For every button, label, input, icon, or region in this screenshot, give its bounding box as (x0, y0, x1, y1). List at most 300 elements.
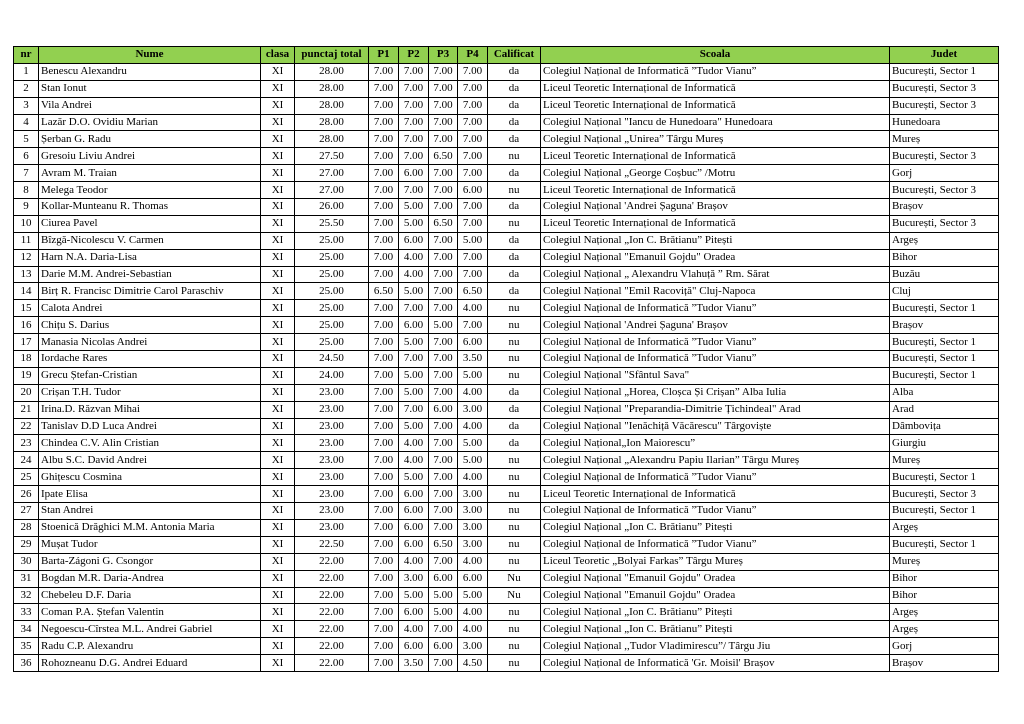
cell-qualified: nu (488, 452, 541, 469)
cell-p1: 7.00 (369, 587, 399, 604)
cell-class: XI (261, 283, 295, 300)
cell-nr: 5 (14, 131, 39, 148)
cell-total-score: 22.00 (295, 621, 369, 638)
cell-p4: 6.50 (458, 283, 488, 300)
cell-qualified: nu (488, 148, 541, 165)
cell-school: Colegiul Național "Iancu de Hunedoara" Hunedoara (541, 114, 890, 131)
cell-county: Buzău (890, 266, 999, 283)
cell-p2: 3.50 (399, 655, 429, 672)
cell-p2: 7.00 (399, 131, 429, 148)
cell-county: București, Sector 3 (890, 148, 999, 165)
cell-p3: 7.00 (429, 266, 458, 283)
cell-school: Liceul Teoretic Internațional de Informatică (541, 182, 890, 199)
cell-class: XI (261, 401, 295, 418)
cell-total-score: 22.00 (295, 570, 369, 587)
cell-p1: 7.00 (369, 401, 399, 418)
table-row (14, 63, 999, 80)
cell-p3: 7.00 (429, 452, 458, 469)
cell-total-score: 23.00 (295, 452, 369, 469)
cell-county: Arad (890, 401, 999, 418)
cell-name: Birț R. Francisc Dimitrie Carol Paraschiv (39, 283, 261, 300)
table-row (14, 384, 999, 401)
cell-nr: 22 (14, 418, 39, 435)
cell-total-score: 27.50 (295, 148, 369, 165)
cell-class: XI (261, 97, 295, 114)
cell-county: București, Sector 3 (890, 486, 999, 503)
cell-county: Gorj (890, 638, 999, 655)
cell-p2: 4.00 (399, 435, 429, 452)
cell-p1: 7.00 (369, 63, 399, 80)
cell-county: București, Sector 1 (890, 351, 999, 368)
cell-p1: 7.00 (369, 519, 399, 536)
cell-class: XI (261, 148, 295, 165)
cell-total-score: 25.00 (295, 334, 369, 351)
cell-qualified: da (488, 249, 541, 266)
cell-p4: 3.00 (458, 401, 488, 418)
cell-school: Colegiul Național „Unirea” Târgu Mureș (541, 131, 890, 148)
table-row (14, 131, 999, 148)
cell-p1: 7.00 (369, 232, 399, 249)
cell-name: Mușat Tudor (39, 536, 261, 553)
cell-total-score: 25.50 (295, 215, 369, 232)
cell-class: XI (261, 215, 295, 232)
cell-county: București, Sector 3 (890, 97, 999, 114)
cell-p3: 7.00 (429, 249, 458, 266)
cell-school: Colegiul Național „Ion C. Brătianu” Pitești (541, 232, 890, 249)
cell-p3: 6.00 (429, 570, 458, 587)
cell-p4: 7.00 (458, 199, 488, 216)
table-row (14, 401, 999, 418)
cell-class: XI (261, 114, 295, 131)
cell-class: XI (261, 469, 295, 486)
header-school: Scoala (541, 47, 890, 64)
cell-total-score: 22.00 (295, 604, 369, 621)
cell-nr: 20 (14, 384, 39, 401)
cell-p2: 7.00 (399, 182, 429, 199)
table-row (14, 300, 999, 317)
cell-p1: 7.00 (369, 80, 399, 97)
table-row (14, 182, 999, 199)
cell-nr: 30 (14, 553, 39, 570)
cell-p1: 7.00 (369, 621, 399, 638)
cell-p4: 7.00 (458, 97, 488, 114)
cell-school: Colegiul Național de Informatică ”Tudor Vianu” (541, 300, 890, 317)
cell-qualified: Nu (488, 587, 541, 604)
cell-p3: 7.00 (429, 182, 458, 199)
cell-class: XI (261, 435, 295, 452)
cell-qualified: nu (488, 621, 541, 638)
cell-p3: 7.00 (429, 351, 458, 368)
cell-county: Brașov (890, 317, 999, 334)
cell-p2: 5.00 (399, 384, 429, 401)
cell-qualified: nu (488, 604, 541, 621)
cell-nr: 27 (14, 503, 39, 520)
cell-p1: 7.00 (369, 503, 399, 520)
cell-p4: 7.00 (458, 249, 488, 266)
table-row (14, 452, 999, 469)
cell-school: Liceul Teoretic Internațional de Informatică (541, 97, 890, 114)
cell-name: Stoenică Drăghici M.M. Antonia Maria (39, 519, 261, 536)
cell-class: XI (261, 503, 295, 520)
table-row (14, 655, 999, 672)
cell-p2: 4.00 (399, 452, 429, 469)
table-row (14, 334, 999, 351)
cell-total-score: 25.00 (295, 317, 369, 334)
cell-nr: 9 (14, 199, 39, 216)
cell-qualified: nu (488, 655, 541, 672)
cell-name: Harn N.A. Daria-Lisa (39, 249, 261, 266)
cell-name: Coman P.A. Ștefan Valentin (39, 604, 261, 621)
cell-p3: 7.00 (429, 621, 458, 638)
cell-class: XI (261, 519, 295, 536)
cell-qualified: da (488, 418, 541, 435)
table-row (14, 367, 999, 384)
header-p4: P4 (458, 47, 488, 64)
cell-name: Vila Andrei (39, 97, 261, 114)
cell-nr: 28 (14, 519, 39, 536)
cell-county: București, Sector 3 (890, 215, 999, 232)
cell-qualified: nu (488, 334, 541, 351)
cell-name: Lazăr D.O. Ovidiu Marian (39, 114, 261, 131)
cell-p1: 7.00 (369, 604, 399, 621)
cell-name: Rohozneanu D.G. Andrei Eduard (39, 655, 261, 672)
cell-p1: 7.00 (369, 384, 399, 401)
cell-qualified: Nu (488, 570, 541, 587)
cell-p3: 7.00 (429, 165, 458, 182)
cell-total-score: 23.00 (295, 469, 369, 486)
cell-nr: 33 (14, 604, 39, 621)
cell-p4: 4.00 (458, 418, 488, 435)
cell-class: XI (261, 199, 295, 216)
table-row (14, 570, 999, 587)
cell-p4: 4.00 (458, 553, 488, 570)
cell-p4: 7.00 (458, 114, 488, 131)
cell-nr: 12 (14, 249, 39, 266)
cell-county: București, Sector 1 (890, 536, 999, 553)
cell-p4: 6.00 (458, 570, 488, 587)
cell-county: București, Sector 1 (890, 334, 999, 351)
cell-p4: 3.50 (458, 351, 488, 368)
cell-p2: 4.00 (399, 249, 429, 266)
cell-total-score: 24.50 (295, 351, 369, 368)
cell-name: Ghițescu Cosmina (39, 469, 261, 486)
cell-p3: 6.50 (429, 536, 458, 553)
cell-class: XI (261, 452, 295, 469)
cell-county: Cluj (890, 283, 999, 300)
table-header (14, 47, 999, 64)
cell-class: XI (261, 300, 295, 317)
cell-school: Colegiul Național „Ion C. Brătianu” Pitești (541, 621, 890, 638)
table-row (14, 215, 999, 232)
cell-p4: 7.00 (458, 266, 488, 283)
table-row (14, 317, 999, 334)
table-row (14, 587, 999, 604)
cell-p2: 6.00 (399, 604, 429, 621)
cell-p3: 6.00 (429, 638, 458, 655)
cell-total-score: 28.00 (295, 63, 369, 80)
cell-school: Colegiul Național 'Andrei Șaguna' Brașov (541, 317, 890, 334)
cell-p1: 7.00 (369, 199, 399, 216)
cell-p3: 7.00 (429, 519, 458, 536)
cell-name: Chindea C.V. Alin Cristian (39, 435, 261, 452)
cell-p2: 7.00 (399, 80, 429, 97)
cell-p2: 5.00 (399, 587, 429, 604)
cell-school: Liceul Teoretic „Bolyai Farkas” Târgu Mureș (541, 553, 890, 570)
cell-p3: 7.00 (429, 283, 458, 300)
cell-total-score: 23.00 (295, 384, 369, 401)
cell-class: XI (261, 604, 295, 621)
table-row (14, 351, 999, 368)
cell-school: Colegiul Național de Informatică ”Tudor Vianu” (541, 351, 890, 368)
cell-county: Bihor (890, 570, 999, 587)
cell-p4: 4.00 (458, 604, 488, 621)
cell-school: Colegiul Național de Informatică ”Tudor Vianu” (541, 469, 890, 486)
cell-p4: 5.00 (458, 587, 488, 604)
cell-qualified: nu (488, 486, 541, 503)
table-row (14, 165, 999, 182)
table-row (14, 97, 999, 114)
cell-p1: 7.00 (369, 114, 399, 131)
header-total-score: punctaj total (295, 47, 369, 64)
cell-class: XI (261, 63, 295, 80)
cell-class: XI (261, 570, 295, 587)
cell-school: Liceul Teoretic Internațional de Informatică (541, 148, 890, 165)
cell-p1: 7.00 (369, 148, 399, 165)
cell-p4: 3.00 (458, 638, 488, 655)
cell-qualified: nu (488, 503, 541, 520)
cell-name: Avram M. Traian (39, 165, 261, 182)
cell-total-score: 25.00 (295, 232, 369, 249)
cell-nr: 7 (14, 165, 39, 182)
cell-class: XI (261, 334, 295, 351)
cell-p4: 5.00 (458, 367, 488, 384)
cell-school: Colegiul Național ,,Tudor Vladimirescu”/ Târgu Jiu (541, 638, 890, 655)
cell-school: Liceul Teoretic Internațional de Informatică (541, 80, 890, 97)
cell-name: Manasia Nicolas Andrei (39, 334, 261, 351)
cell-county: Mureș (890, 131, 999, 148)
cell-class: XI (261, 317, 295, 334)
cell-nr: 10 (14, 215, 39, 232)
cell-county: Giurgiu (890, 435, 999, 452)
cell-nr: 19 (14, 367, 39, 384)
cell-p4: 7.00 (458, 215, 488, 232)
cell-class: XI (261, 638, 295, 655)
cell-p3: 7.00 (429, 131, 458, 148)
cell-p2: 4.00 (399, 621, 429, 638)
cell-county: București, Sector 1 (890, 300, 999, 317)
cell-p3: 5.00 (429, 587, 458, 604)
cell-qualified: nu (488, 351, 541, 368)
header-qualified: Calificat (488, 47, 541, 64)
cell-p3: 6.50 (429, 215, 458, 232)
cell-nr: 13 (14, 266, 39, 283)
cell-p1: 7.00 (369, 351, 399, 368)
cell-nr: 32 (14, 587, 39, 604)
cell-p3: 7.00 (429, 114, 458, 131)
cell-school: Colegiul Național "Sfântul Sava" (541, 367, 890, 384)
cell-p3: 7.00 (429, 300, 458, 317)
cell-county: Argeș (890, 519, 999, 536)
cell-nr: 36 (14, 655, 39, 672)
cell-p2: 5.00 (399, 367, 429, 384)
cell-p2: 4.00 (399, 266, 429, 283)
cell-nr: 23 (14, 435, 39, 452)
cell-qualified: nu (488, 519, 541, 536)
cell-qualified: da (488, 131, 541, 148)
cell-county: Brașov (890, 655, 999, 672)
cell-county: Mureș (890, 452, 999, 469)
cell-p4: 3.00 (458, 536, 488, 553)
cell-p3: 7.00 (429, 367, 458, 384)
cell-county: Hunedoara (890, 114, 999, 131)
cell-school: Colegiul Național de Informatică ”Tudor Vianu” (541, 503, 890, 520)
results-table (13, 46, 999, 672)
cell-total-score: 25.00 (295, 266, 369, 283)
cell-p1: 7.00 (369, 249, 399, 266)
cell-name: Chițu S. Darius (39, 317, 261, 334)
cell-p3: 7.00 (429, 435, 458, 452)
cell-p4: 3.00 (458, 486, 488, 503)
cell-p2: 5.00 (399, 469, 429, 486)
cell-class: XI (261, 80, 295, 97)
cell-p1: 7.00 (369, 165, 399, 182)
cell-total-score: 28.00 (295, 97, 369, 114)
cell-total-score: 23.00 (295, 519, 369, 536)
cell-nr: 11 (14, 232, 39, 249)
cell-p2: 5.00 (399, 215, 429, 232)
cell-class: XI (261, 655, 295, 672)
cell-nr: 17 (14, 334, 39, 351)
cell-p2: 7.00 (399, 114, 429, 131)
cell-p3: 5.00 (429, 604, 458, 621)
cell-p3: 7.00 (429, 63, 458, 80)
cell-school: Colegiul Național "Emil Racoviță" Cluj-Napoca (541, 283, 890, 300)
cell-county: Gorj (890, 165, 999, 182)
cell-total-score: 22.00 (295, 655, 369, 672)
cell-school: Colegiul Național "Emanuil Gojdu" Oradea (541, 249, 890, 266)
cell-p2: 5.00 (399, 334, 429, 351)
cell-p1: 7.00 (369, 131, 399, 148)
cell-p4: 5.00 (458, 452, 488, 469)
cell-qualified: da (488, 114, 541, 131)
cell-total-score: 22.00 (295, 638, 369, 655)
cell-class: XI (261, 418, 295, 435)
cell-p4: 4.00 (458, 469, 488, 486)
table-row (14, 199, 999, 216)
cell-name: Stan Ionut (39, 80, 261, 97)
table-row (14, 536, 999, 553)
cell-p3: 7.00 (429, 384, 458, 401)
cell-county: Argeș (890, 232, 999, 249)
cell-name: Irina.D. Răzvan Mihai (39, 401, 261, 418)
cell-school: Colegiul Național „Alexandru Papiu Ilarian” Târgu Mureș (541, 452, 890, 469)
cell-p1: 7.00 (369, 215, 399, 232)
cell-total-score: 23.00 (295, 435, 369, 452)
cell-total-score: 23.00 (295, 418, 369, 435)
table-row (14, 435, 999, 452)
cell-name: Crișan T.H. Tudor (39, 384, 261, 401)
cell-qualified: da (488, 232, 541, 249)
cell-nr: 29 (14, 536, 39, 553)
cell-p2: 7.00 (399, 63, 429, 80)
table-row (14, 638, 999, 655)
cell-qualified: nu (488, 182, 541, 199)
cell-p1: 7.00 (369, 570, 399, 587)
cell-p2: 6.00 (399, 165, 429, 182)
cell-school: Colegiul Național de Informatică 'Gr. Moisil' Brașov (541, 655, 890, 672)
cell-name: Grecu Ștefan-Cristian (39, 367, 261, 384)
cell-qualified: nu (488, 317, 541, 334)
cell-school: Colegiul Național de Informatică ”Tudor Vianu” (541, 334, 890, 351)
cell-nr: 24 (14, 452, 39, 469)
cell-total-score: 27.00 (295, 182, 369, 199)
cell-qualified: da (488, 199, 541, 216)
cell-name: Radu C.P. Alexandru (39, 638, 261, 655)
cell-p4: 4.00 (458, 384, 488, 401)
cell-p4: 7.00 (458, 317, 488, 334)
cell-school: Colegiul Național "Emanuil Gojdu" Oradea (541, 570, 890, 587)
cell-nr: 34 (14, 621, 39, 638)
table-row (14, 519, 999, 536)
cell-name: Albu S.C. David Andrei (39, 452, 261, 469)
table-row (14, 80, 999, 97)
table-row (14, 486, 999, 503)
cell-qualified: da (488, 435, 541, 452)
cell-county: București, Sector 1 (890, 503, 999, 520)
cell-class: XI (261, 384, 295, 401)
cell-name: Darie M.M. Andrei-Sebastian (39, 266, 261, 283)
cell-p3: 5.00 (429, 317, 458, 334)
cell-p3: 7.00 (429, 553, 458, 570)
table-row (14, 114, 999, 131)
cell-qualified: da (488, 63, 541, 80)
cell-p1: 7.00 (369, 553, 399, 570)
header-p1: P1 (369, 47, 399, 64)
cell-total-score: 28.00 (295, 80, 369, 97)
cell-total-score: 27.00 (295, 165, 369, 182)
cell-total-score: 28.00 (295, 131, 369, 148)
cell-school: Colegiul Național „George Coșbuc” /Motru (541, 165, 890, 182)
cell-p1: 6.50 (369, 283, 399, 300)
cell-p3: 7.00 (429, 334, 458, 351)
cell-nr: 35 (14, 638, 39, 655)
cell-qualified: nu (488, 215, 541, 232)
cell-p3: 7.00 (429, 486, 458, 503)
cell-total-score: 22.00 (295, 587, 369, 604)
cell-p2: 7.00 (399, 300, 429, 317)
cell-school: Liceul Teoretic Internațional de Informatică (541, 215, 890, 232)
table-row (14, 469, 999, 486)
cell-school: Colegiul Național "Emanuil Gojdu" Oradea (541, 587, 890, 604)
cell-p4: 7.00 (458, 148, 488, 165)
cell-class: XI (261, 553, 295, 570)
cell-county: Bihor (890, 587, 999, 604)
cell-p2: 6.00 (399, 536, 429, 553)
cell-p3: 7.00 (429, 469, 458, 486)
cell-p1: 7.00 (369, 367, 399, 384)
cell-p1: 7.00 (369, 435, 399, 452)
cell-name: Bogdan M.R. Daria-Andrea (39, 570, 261, 587)
cell-total-score: 25.00 (295, 249, 369, 266)
cell-nr: 18 (14, 351, 39, 368)
cell-total-score: 22.50 (295, 536, 369, 553)
cell-p1: 7.00 (369, 486, 399, 503)
cell-name: Melega Teodor (39, 182, 261, 199)
cell-p2: 6.00 (399, 317, 429, 334)
cell-total-score: 28.00 (295, 114, 369, 131)
cell-p1: 7.00 (369, 418, 399, 435)
cell-county: Argeș (890, 621, 999, 638)
